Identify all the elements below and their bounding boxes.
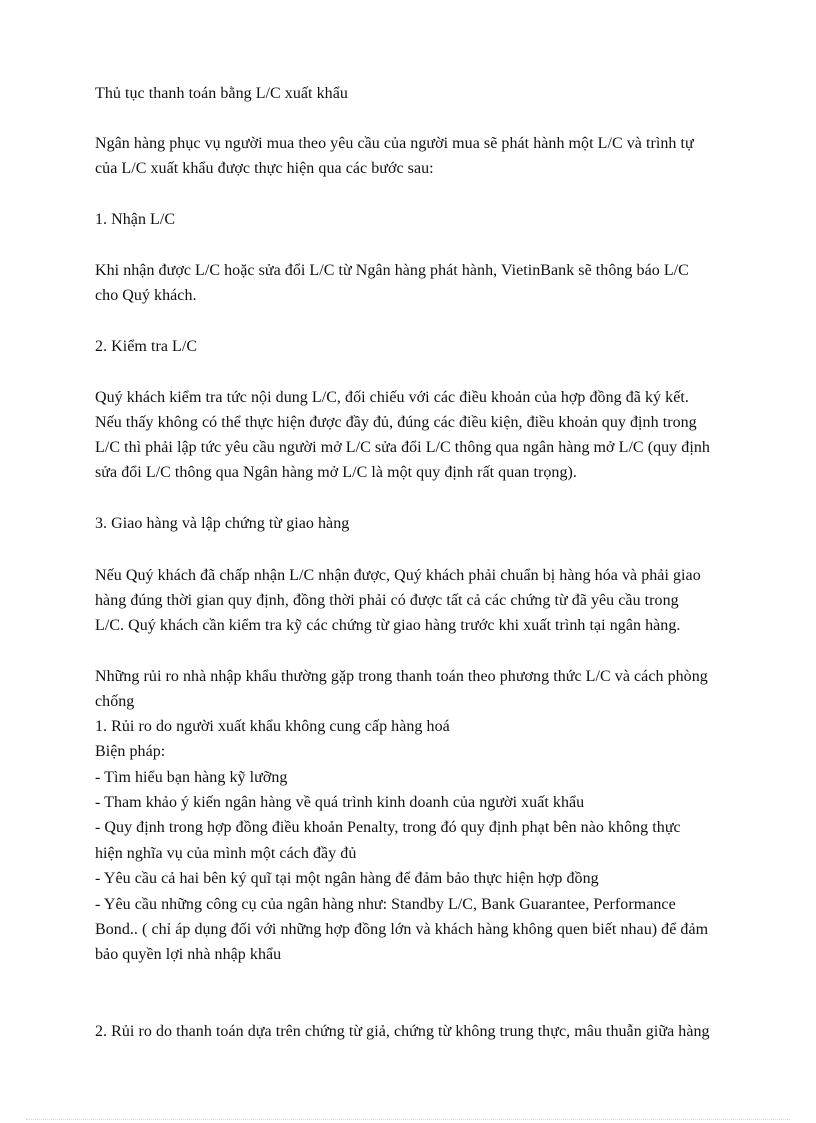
risk2-title: 2. Rủi ro do thanh toán dựa trên chứng từ giả, chứng từ không trung thực, mâu thuẫn giữa hàng [95,1023,710,1040]
risk1-measure-line: bảo quyền lợi nhà nhập khẩu [95,946,282,963]
step3-body-line: hàng đúng thời gian quy định, đồng thời phải có được tất cả các chứng từ đã yêu cầu trong [95,592,679,609]
risk1-measure-line: - Quy định trong hợp đồng điều khoản Penalty, trong đó quy định phạt bên nào không thực [95,819,681,836]
step3-heading: 3. Giao hàng và lập chứng từ giao hàng [95,515,350,532]
step2-body-line: sửa đổi L/C thông qua Ngân hàng mở L/C là một quy định rất quan trọng). [95,464,577,481]
step3-body-line: Nếu Quý khách đã chấp nhận L/C nhận được, Quý khách phải chuẩn bị hàng hóa và phải giao [95,567,701,584]
risk1-measure-line: Bond.. ( chỉ áp dụng đối với những hợp đồng lớn và khách hàng không quen biết nhau) để đảm [95,921,709,938]
step2-body-line: Nếu thấy không có thể thực hiện được đầy đủ, đúng các điều kiện, điều khoản quy định trong [95,414,697,431]
intro-line: của L/C xuất khẩu được thực hiện qua các bước sau: [95,160,434,177]
risk1-title: 1. Rủi ro do người xuất khẩu không cung cấp hàng hoá [95,718,450,735]
risk1-measures-label: Biện pháp: [95,743,166,760]
step2-body-line: Quý khách kiểm tra tức nội dung L/C, đối chiếu với các điều khoản của hợp đồng đã ký kết. [95,389,689,406]
step3-body-line: L/C. Quý khách cần kiểm tra kỹ các chứng từ giao hàng trước khi xuất trình tại ngân hàng. [95,617,681,634]
risks-heading-line: chống [95,693,135,710]
step1-body-line: Khi nhận được L/C hoặc sửa đổi L/C từ Ngân hàng phát hành, VietinBank sẽ thông báo L/C [95,262,689,279]
step1-heading: 1. Nhận L/C [95,211,176,228]
risks-heading-line: Những rủi ro nhà nhập khẩu thường gặp trong thanh toán theo phương thức L/C và cách phòng [95,668,708,685]
risk1-measure-line: - Tham khảo ý kiến ngân hàng về quá trình kinh doanh của người xuất khẩu [95,794,585,811]
step2-heading: 2. Kiểm tra L/C [95,338,198,355]
step2-body-line: L/C thì phải lập tức yêu cầu người mở L/C sửa đổi L/C thông qua ngân hàng mở L/C (quy định [95,439,710,456]
risk1-measure-line: - Yêu cầu những công cụ của ngân hàng như: Standby L/C, Bank Guarantee, Performance [95,896,676,913]
risk1-measure-line: - Tìm hiểu bạn hàng kỹ lưỡng [95,769,288,786]
page-bottom-divider [26,1119,790,1120]
intro-line: Ngân hàng phục vụ người mua theo yêu cầu của người mua sẽ phát hành một L/C và trình tự [95,135,694,152]
risk1-measure-line: hiện nghĩa vụ của mình một cách đầy đủ [95,845,357,862]
document-title: Thủ tục thanh toán bằng L/C xuất khẩu [95,85,348,102]
risk1-measure-line: - Yêu cầu cả hai bên ký quĩ tại một ngân hàng để đảm bảo thực hiện hợp đồng [95,870,599,887]
step1-body-line: cho Quý khách. [95,287,197,304]
